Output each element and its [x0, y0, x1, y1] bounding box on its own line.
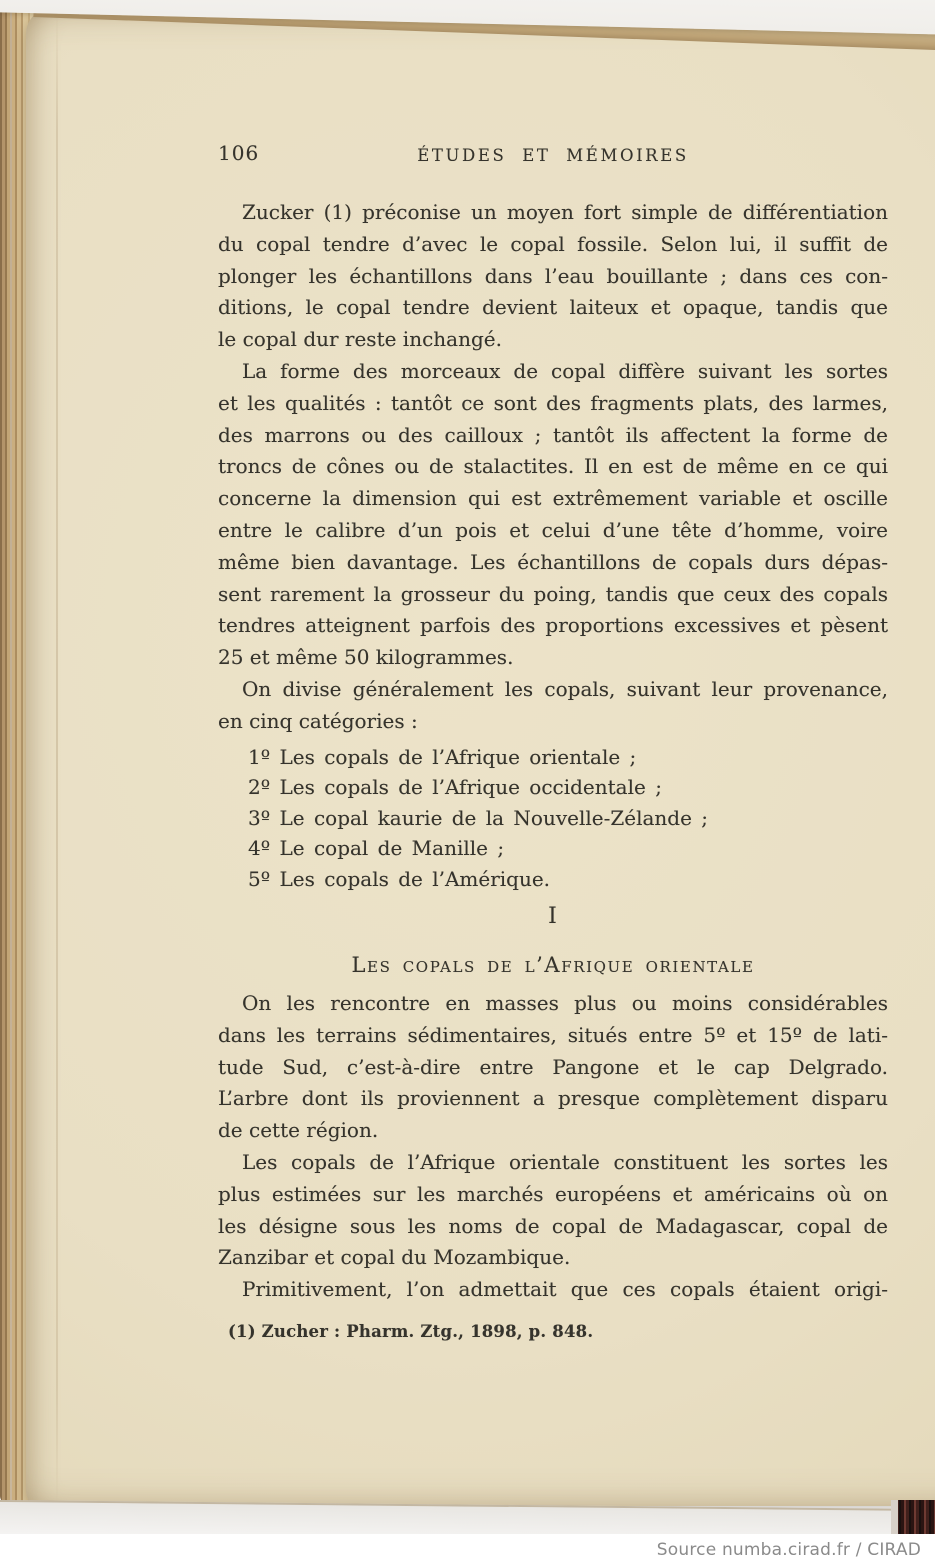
para [218, 1274, 888, 1306]
text-line: Primitivement, l’on admettait que ces copals étaient origi- [242, 1277, 888, 1302]
list-item: 2º Les copals de l’Afrique occidentale ; [248, 775, 662, 800]
text-line: Les copals de l’Afrique orientale constituent les sortes les [242, 1150, 888, 1175]
text-line: concerne la dimension qui est extrêmement variable et oscille [218, 486, 888, 511]
para [218, 674, 888, 738]
source-credit: Source numba.cirad.fr / CIRAD [656, 1540, 921, 1560]
text-line: On divise généralement les copals, suivant leur provenance, [242, 676, 888, 701]
para [218, 356, 888, 674]
text-line: et les qualités : tantôt ce sont des fragments plats, des larmes, [218, 390, 888, 415]
text-line: le copal dur reste inchangé. [218, 327, 502, 352]
text-line: La forme des morceaux de copal diffère suivant les sortes [242, 358, 888, 383]
page-content [218, 8, 888, 1343]
text-line: plonger les échantillons dans l’eau bouillante ; dans ces con- [218, 263, 888, 288]
text-line: troncs de cônes ou de stalactites. Il en est de même en ce qui [218, 454, 888, 479]
text-line: du copal tendre d’avec le copal fossile. Selon lui, il suffit de [218, 231, 888, 256]
text-line: plus estimées sur les marchés européens et américains où on [218, 1181, 888, 1206]
text-line: entre le calibre d’un pois et celui d’une tête d’homme, voire [218, 517, 888, 542]
credit-bar [0, 1534, 935, 1566]
text-line: dans les terrains sédimentaires, situés entre 5º et 15º de lati- [218, 1022, 888, 1047]
para [218, 1147, 888, 1274]
text-line: sent rarement la grosseur du poing, tandis que ceux des copals [218, 581, 888, 606]
page-number: 106 [218, 141, 260, 165]
section-number: I [548, 904, 558, 930]
list-item: 4º Le copal de Manille ; [248, 836, 505, 861]
text-line: de cette région. [218, 1118, 379, 1143]
body-text [218, 197, 888, 1343]
text-line: Zucker (1) préconise un moyen fort simple de différentiation [242, 200, 888, 224]
text-line: des marrons ou des cailloux ; tantôt ils affectent la forme de [218, 422, 888, 447]
list-item: 3º Le copal kaurie de la Nouvelle-Zélande ; [248, 805, 709, 830]
list-item: 1º Les copals de l’Afrique orientale ; [248, 744, 637, 769]
page-header [218, 138, 888, 164]
text-line: 25 et même 50 kilogrammes. [218, 645, 514, 670]
text-line: Zanzibar et copal du Mozambique. [218, 1245, 571, 1270]
book-cover-fragment [891, 1500, 935, 1538]
footnote: (1) Zucher : Pharm. Ztg., 1898, p. 848. [228, 1322, 594, 1342]
list [218, 742, 888, 895]
text-line: ditions, le copal tendre devient laiteux et opaque, tandis que [218, 295, 888, 320]
running-header: ÉTUDES ET MÉMOIRES [417, 146, 689, 165]
para [218, 988, 888, 1147]
text-line: L’arbre dont ils proviennent a presque complètement disparu [218, 1086, 888, 1111]
list-item: 5º Les copals de l’Amérique. [248, 866, 551, 891]
text-line: tude Sud, c’est-à-dire entre Pangone et le cap Delgrado. [218, 1054, 888, 1079]
text-line: On les rencontre en masses plus ou moins considérables [242, 991, 888, 1016]
para [218, 197, 888, 356]
text-line: en cinq catégories : [218, 708, 418, 733]
section-title: Les copals de l’Afrique orientale [351, 953, 755, 978]
text-line: tendres atteignent parfois des proportions excessives et pèsent [218, 613, 888, 638]
text-line: même bien davantage. Les échantillons de copals durs dépas- [218, 549, 888, 574]
book-page [26, 8, 935, 1506]
text-line: les désigne sous les noms de copal de Madagascar, copal de [218, 1213, 888, 1238]
